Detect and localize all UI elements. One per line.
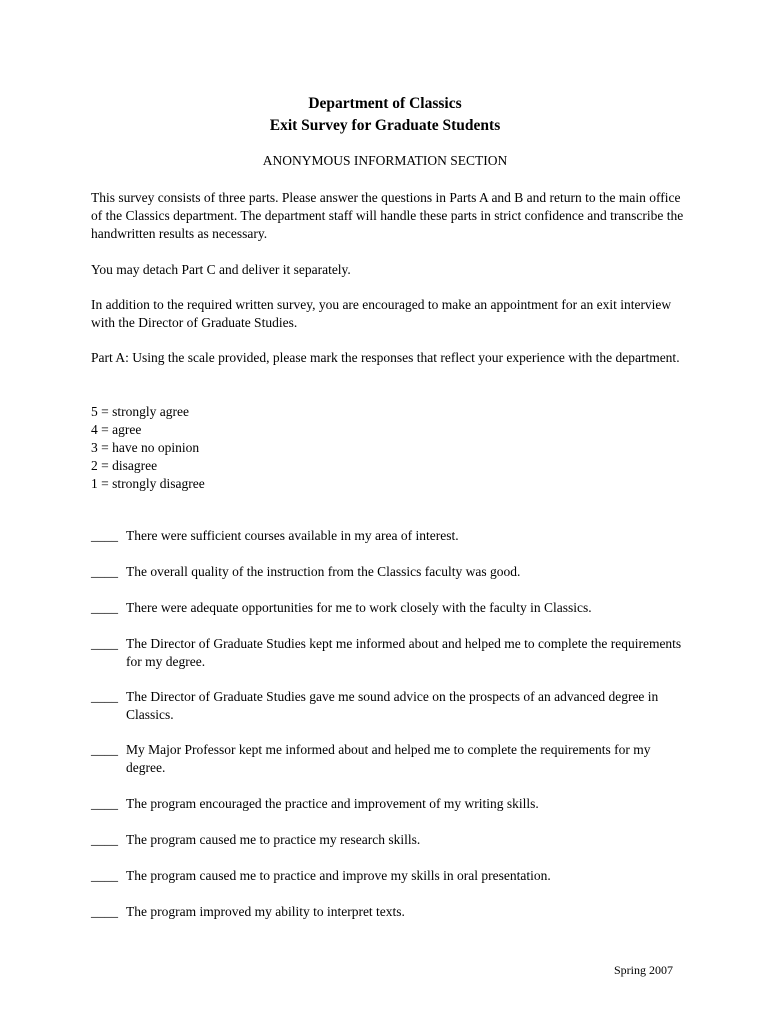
document-title: Department of Classics — [308, 95, 462, 112]
response-blank[interactable]: ____ — [91, 742, 118, 757]
intro-paragraph-2: You may detach Part C and deliver it separately. — [91, 262, 351, 277]
scale-item: 4 = agree — [91, 422, 142, 437]
intro-paragraph-1: This survey consists of three parts. Please answer the questions in Parts A and B and return to the main office of the Classics department. The department staff will handle these parts in strict confidence and transcribe the handwritten results as necessary. — [91, 190, 684, 241]
survey-item — [91, 688, 691, 724]
scale-item: 5 = strongly agree — [91, 404, 189, 419]
footer-date: Spring 2007 — [614, 963, 674, 977]
survey-item — [91, 741, 691, 777]
part-a-label: Part A: — [91, 350, 129, 365]
survey-item-text: My Major Professor kept me informed about and helped me to complete the requirements for my degree. — [126, 742, 651, 775]
section-heading: ANONYMOUS INFORMATION SECTION — [262, 153, 508, 168]
document-subtitle: Exit Survey for Graduate Students — [269, 117, 501, 134]
survey-item — [91, 831, 691, 849]
response-blank[interactable]: ____ — [91, 528, 118, 543]
survey-item-text: The program caused me to practice my research skills. — [126, 832, 421, 847]
response-blank[interactable]: ____ — [91, 636, 118, 651]
response-blank[interactable]: ____ — [91, 600, 118, 615]
survey-item-text: The program encouraged the practice and improvement of my writing skills. — [126, 796, 539, 811]
response-blank[interactable]: ____ — [91, 796, 118, 811]
response-blank[interactable]: ____ — [91, 868, 118, 883]
response-blank[interactable]: ____ — [91, 904, 118, 919]
survey-item — [91, 563, 691, 581]
survey-item — [91, 903, 691, 921]
scale-item: 3 = have no opinion — [91, 440, 200, 455]
survey-item — [91, 795, 691, 813]
intro-paragraph-3: In addition to the required written survey, you are encouraged to make an appointment for an exit interview with the Director of Graduate Studies. — [91, 297, 672, 330]
part-a-instruction-text: Using the scale provided, please mark the responses that reflect your experience with the department. — [132, 350, 680, 365]
response-blank[interactable]: ____ — [91, 832, 118, 847]
survey-item-text: The Director of Graduate Studies kept me informed about and helped me to complete the requirements for my degree. — [126, 636, 682, 669]
survey-item-text: The program caused me to practice and improve my skills in oral presentation. — [126, 868, 551, 883]
response-blank[interactable]: ____ — [91, 689, 118, 704]
survey-item — [91, 635, 691, 671]
survey-item-text: There were sufficient courses available in my area of interest. — [126, 528, 459, 543]
scale-item: 1 = strongly disagree — [91, 476, 205, 491]
survey-item-text: The overall quality of the instruction from the Classics faculty was good. — [126, 564, 521, 579]
survey-item — [91, 867, 691, 885]
survey-item — [91, 599, 691, 617]
rating-scale — [91, 403, 205, 493]
survey-item-text: The program improved my ability to interpret texts. — [126, 904, 405, 919]
part-a-instruction — [91, 349, 691, 367]
survey-item — [91, 527, 691, 545]
survey-item-text: There were adequate opportunities for me to work closely with the faculty in Classics. — [126, 600, 592, 615]
survey-item-text: The Director of Graduate Studies gave me sound advice on the prospects of an advanced degree in Classics. — [126, 689, 659, 722]
response-blank[interactable]: ____ — [91, 564, 118, 579]
scale-item: 2 = disagree — [91, 458, 158, 473]
